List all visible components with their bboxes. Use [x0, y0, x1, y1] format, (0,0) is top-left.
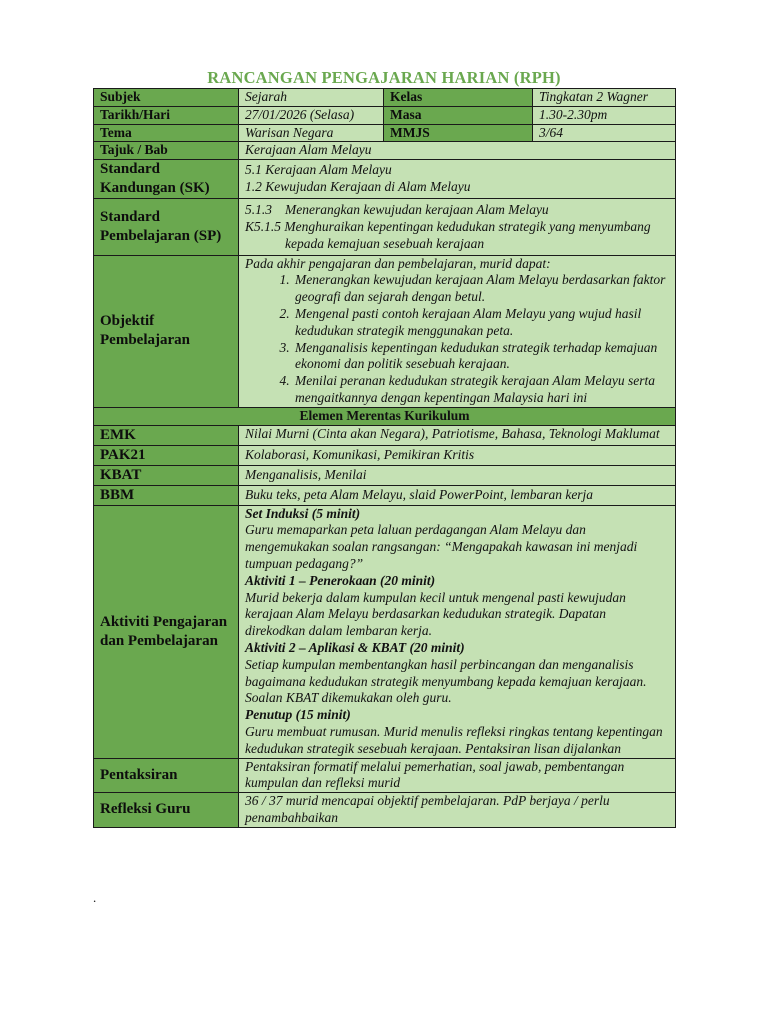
objektif-list [245, 272, 669, 406]
row-tarikh [94, 106, 676, 124]
sk-item: 5.1 Kerajaan Alam Melayu [245, 162, 392, 178]
set-induksi-heading: Set Induksi (5 minit) [245, 505, 361, 521]
objektif-item: 3. Menganalisis kepentingan kedudukan strategik terhadap kemajuan ekonomi dan politik sesebuah kerajaan. [293, 340, 669, 374]
aktiviti1-text: Murid bekerja dalam kumpulan kecil untuk mengenal pasti kewujudan kerajaan Alam Melayu berdasarkan kedudukan strategik. Dapatan direkodkan dalam lembaran kerja. [245, 589, 626, 639]
aktiviti2-heading: Aktiviti 2 – Aplikasi & KBAT (20 minit) [245, 639, 465, 655]
row-sk [94, 160, 676, 199]
row-subjek [94, 89, 676, 107]
kelas-label: Kelas [384, 89, 533, 107]
kbat-label: KBAT [94, 465, 239, 485]
sp-code: K5.1.5 [245, 218, 282, 234]
row-tajuk [94, 142, 676, 160]
pak21-value: Kolaborasi, Komunikasi, Pemikiran Kritis [239, 445, 676, 465]
tema-label: Tema [94, 124, 239, 142]
pak21-label: PAK21 [94, 445, 239, 465]
subjek-label: Subjek [94, 89, 239, 107]
sp-text: Menerangkan kewujudan kerajaan Alam Melayu [285, 202, 549, 218]
objektif-label: Objektif Pembelajaran [94, 255, 239, 407]
aktiviti-value [239, 505, 676, 758]
masa-label: Masa [384, 106, 533, 124]
pentaksiran-value: Pentaksiran formatif melalui pemerhatian, soal jawab, pembentangan kumpulan dan refleksi murid [239, 758, 676, 793]
elemen-heading: Elemen Merentas Kurikulum [94, 407, 676, 425]
page-title: RANCANGAN PENGAJARAN HARIAN (RPH) [207, 68, 561, 87]
masa-value: 1.30-2.30pm [533, 106, 676, 124]
sk-label: Standard Kandungan (SK) [94, 160, 239, 199]
sp-item [245, 202, 669, 219]
objektif-value [239, 255, 676, 407]
tarikh-label: Tarikh/Hari [94, 106, 239, 124]
mmjs-value: 3/64 [533, 124, 676, 142]
sp-text: Menghuraikan kepentingan kedudukan strategik yang menyumbang kepada kemajuan sesebuah kerajaan [284, 218, 651, 251]
tema-value: Warisan Negara [239, 124, 384, 142]
row-kbat [94, 465, 676, 485]
row-tema [94, 124, 676, 142]
sp-item [245, 219, 669, 253]
objektif-item: 4. Menilai peranan kedudukan strategik kerajaan Alam Melayu serta mengaitkannya dengan kepentingan Malaysia hari ini [293, 373, 669, 407]
sp-label: Standard Pembelajaran (SP) [94, 199, 239, 255]
row-aktiviti [94, 505, 676, 758]
footer-mark: . [93, 890, 97, 905]
objektif-item: 1. Menerangkan kewujudan kerajaan Alam Melayu berdasarkan faktor geografi dan sejarah dengan betul. [293, 272, 669, 306]
row-bbm [94, 485, 676, 505]
rph-table [93, 88, 676, 828]
pentaksiran-label: Pentaksiran [94, 758, 239, 793]
emk-label: EMK [94, 425, 239, 445]
mmjs-label: MMJS [384, 124, 533, 142]
row-pak21 [94, 445, 676, 465]
penutup-heading: Penutup (15 minit) [245, 707, 351, 723]
sk-value [239, 160, 676, 199]
row-emk [94, 425, 676, 445]
tarikh-value: 27/01/2026 (Selasa) [239, 106, 384, 124]
row-elemen-heading [94, 407, 676, 425]
row-refleksi [94, 793, 676, 828]
aktiviti-label: Aktiviti Pengajaran dan Pembelajaran [94, 505, 239, 758]
subjek-value: Sejarah [239, 89, 384, 107]
tajuk-value: Kerajaan Alam Melayu [239, 142, 676, 160]
objektif-item: 2. Mengenal pasti contoh kerajaan Alam Melayu yang wujud hasil kedudukan strategik menggunakan peta. [293, 306, 669, 340]
tajuk-label: Tajuk / Bab [94, 142, 239, 160]
refleksi-label: Refleksi Guru [94, 793, 239, 828]
penutup-text: Guru membuat rumusan. Murid menulis refleksi ringkas tentang kepentingan kedudukan strategik sesebuah kerajaan. Pentaksiran lisan dijalankan [245, 723, 663, 756]
sp-value [239, 199, 676, 255]
bbm-value: Buku teks, peta Alam Melayu, slaid PowerPoint, lembaran kerja [239, 485, 676, 505]
aktiviti2-text: Setiap kumpulan membentangkan hasil perbincangan dan menganalisis bagaimana kedudukan strategik menyumbang kepada kemajuan kerajaan. Soalan KBAT dikemukakan oleh guru. [245, 656, 647, 706]
set-induksi-text: Guru memaparkan peta laluan perdagangan Alam Melayu dan mengemukakan soalan rangsangan: “Mengapakah kawasan ini menjadi tumpuan pedagang?” [245, 522, 638, 571]
objektif-intro: Pada akhir pengajaran dan pembelajaran, murid dapat: [245, 255, 551, 271]
emk-value: Nilai Murni (Cinta akan Negara), Patriotisme, Bahasa, Teknologi Maklumat [239, 425, 676, 445]
aktiviti1-heading: Aktiviti 1 – Penerokaan (20 minit) [245, 572, 436, 588]
row-pentaksiran [94, 758, 676, 793]
sk-item: 1.2 Kewujudan Kerajaan di Alam Melayu [245, 178, 471, 194]
row-sp [94, 199, 676, 255]
kelas-value: Tingkatan 2 Wagner [533, 89, 676, 107]
bbm-label: BBM [94, 485, 239, 505]
sp-code: 5.1.3 [245, 202, 272, 218]
row-objektif [94, 255, 676, 407]
refleksi-value: 36 / 37 murid mencapai objektif pembelajaran. PdP berjaya / perlu penambahbaikan [239, 793, 676, 828]
kbat-value: Menganalisis, Menilai [239, 465, 676, 485]
